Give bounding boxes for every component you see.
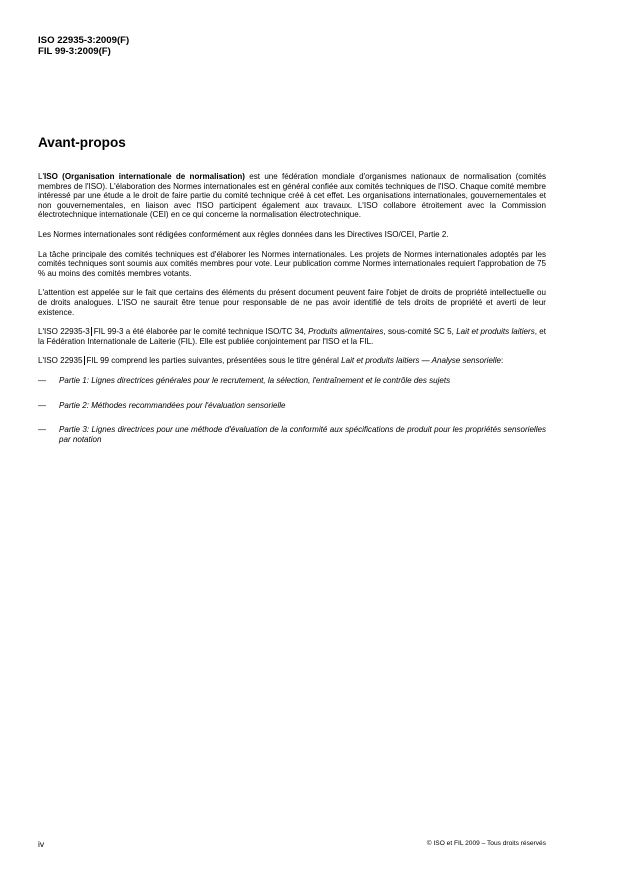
copyright-notice: © ISO et FIL 2009 – Tous droits réservés — [426, 840, 546, 847]
page-number: iv — [38, 839, 45, 849]
p5-b: FIL 99-3 a été élaborée par le comité technique ISO/TC 34, — [93, 327, 309, 337]
p5-d: , sous-comité SC 5, — [383, 327, 457, 337]
list-item — [38, 425, 546, 444]
p1-prefix: L' — [38, 172, 45, 181]
paragraph-patent-rights: L'attention est appelée sur le fait que certains des éléments du présent document peuvent faire l'objet de droits de propriété intellectuelle ou de droits analogues. L'ISO ne saurait être tenue pour responsable de ne pas avoir identifié de tels droits de propriété et averti de leur existence. — [38, 288, 546, 317]
p5-subcommittee-title: Lait et produits laitiers — [456, 327, 535, 337]
part-title: Partie 2: Méthodes recommandées pour l'évaluation sensorielle — [59, 400, 286, 410]
paragraph-prepared-by — [38, 327, 546, 346]
p6-b: FIL 99 comprend les parties suivantes, présentées sous le titre général — [86, 356, 342, 366]
list-item — [38, 401, 546, 411]
p5-f: , et la Fédération Internationale de Laiterie (FIL). Elle est publiée conjointement par l'ISO et la FIL. — [38, 327, 547, 346]
parts-list — [38, 376, 546, 444]
p5-a: L'ISO 22935-3 — [38, 327, 90, 337]
p6-a: L'ISO 22935 — [38, 356, 83, 366]
p5-committee-title: Produits alimentaires — [308, 327, 384, 337]
paragraph-iso-intro — [38, 172, 546, 220]
dash-marker: — — [38, 375, 47, 385]
part-title: Partie 1: Lignes directrices générales pour le recrutement, la sélection, l'entraînement et le contrôle des sujets — [59, 375, 451, 385]
document-header — [38, 36, 129, 57]
header-iso-code: ISO 22935-3:2009(F) — [38, 35, 130, 46]
p6-general-title: Lait et produits laitiers — Analyse sensorielle — [341, 356, 501, 366]
p6-d: : — [500, 356, 504, 366]
paragraph-committees: La tâche principale des comités techniques est d'élaborer les Normes internationales. Les projets de Normes internationales adoptés par les comités techniques sont soumis aux comités membres pour vote. Leur publication comme Normes internationales requiert l'approbation de 75 % au moins des comités membres votants. — [38, 249, 546, 278]
dash-marker: — — [38, 400, 47, 410]
dash-marker: — — [38, 425, 47, 435]
document-body — [38, 172, 546, 459]
p1-bold: ISO (Organisation internationale de normalisation) — [44, 172, 245, 181]
part-title: Partie 3: Lignes directrices pour une méthode d'évaluation de la conformité aux spécifications de produit pour les propriétés sensorielles par notation — [59, 425, 546, 444]
paragraph-parts-intro — [38, 356, 546, 366]
separator-bar — [91, 327, 92, 336]
list-item — [38, 376, 546, 386]
separator-bar — [84, 356, 85, 365]
page-title: Avant-propos — [38, 135, 126, 150]
p1-rest: est une fédération mondiale d'organismes nationaux de normalisation (comités membres de l'ISO). L'élaboration des Normes internationales est en général confiée aux comités techniques de l'ISO. Chaque comité membre intéressé par une étude a le droit de faire partie du comité technique créé à cet effet. Les organisations internationales, gouvernementales et non gouvernementales, en liaison avec l'ISO participent également aux travaux. L'ISO collabore étroitement avec la Commission électrotechnique internationale (CEI) en ce qui concerne la normalisation électrotechnique. — [38, 172, 546, 220]
header-fil-code: FIL 99-3:2009(F) — [38, 45, 111, 57]
paragraph-directives: Les Normes internationales sont rédigées conformément aux règles données dans les Directives ISO/CEI, Partie 2. — [38, 229, 449, 239]
